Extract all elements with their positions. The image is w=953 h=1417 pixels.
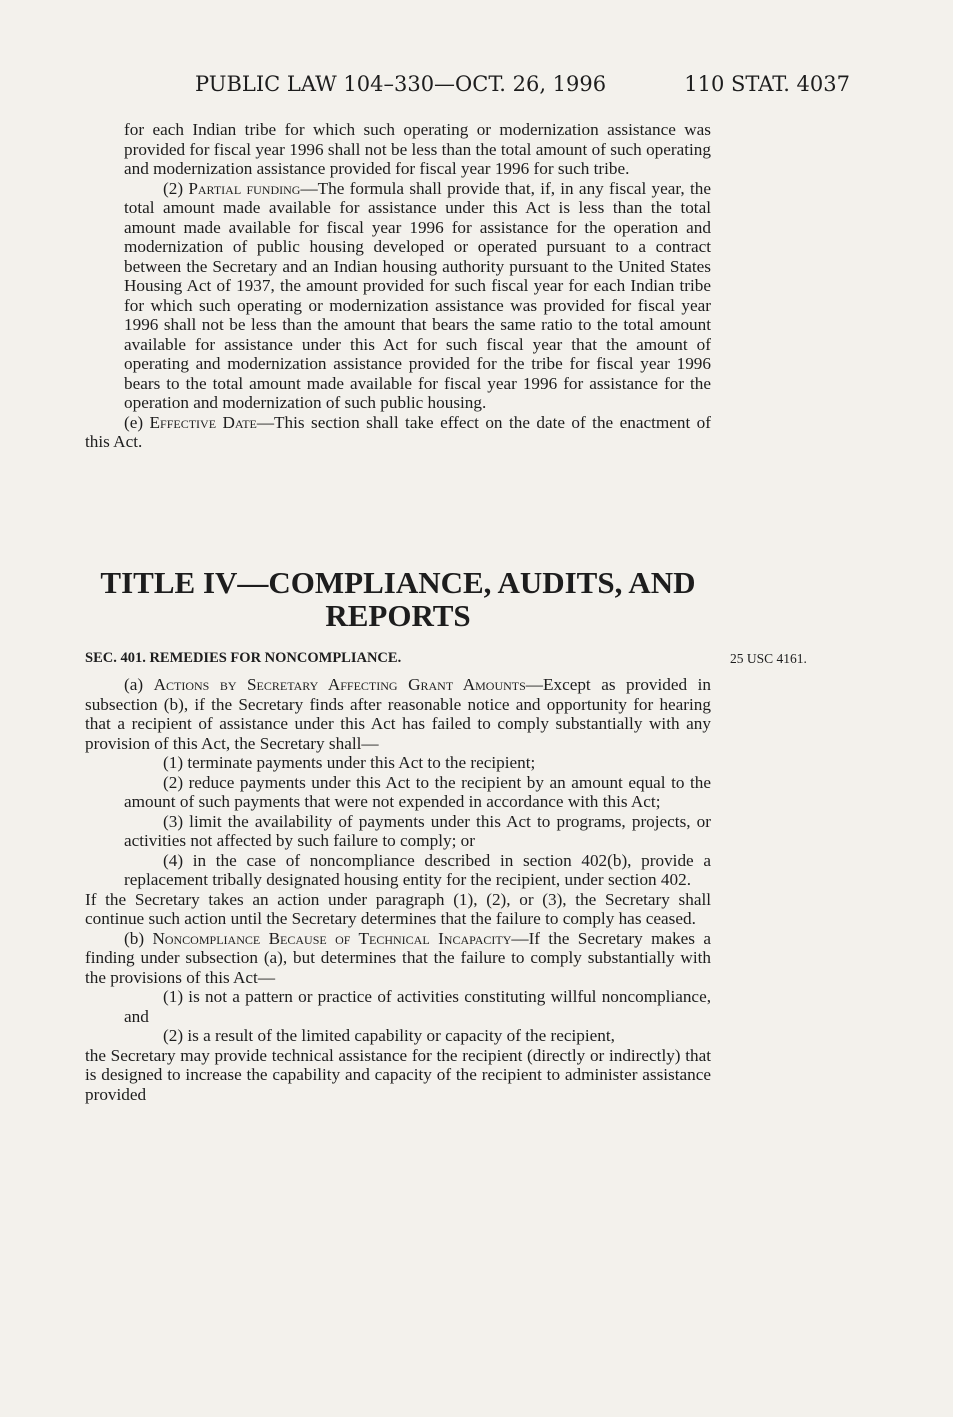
partial-funding-number: (2) [163,178,184,198]
subsection-b [85,929,711,988]
header-stat-page: 110 STAT. 4037 [684,72,850,96]
partial-funding-paragraph [85,179,711,413]
paragraph-a2: (2) reduce payments under this Act to the recipient by an amount equal to the amount of such payments that were not expended in accordance with this Act; [124,772,711,811]
paragraph-a3: (3) limit the availability of payments under this Act to programs, projects, or activities not affected by such failure to comply; or [124,811,711,850]
section-body-text [85,675,711,1104]
effective-date-letter: (e) [124,412,144,432]
subsection-a-text: —Except as provided in subsection (b), if the Secretary finds after reasonable notice and opportunity for hearing that a recipient of assistance under this Act has failed to comply substantially with any provision of this Act, the Secretary shall— [85,675,711,753]
effective-date-heading: Effective Date [149,412,257,432]
upper-body-text [85,120,711,452]
running-head [195,72,850,102]
subsection-a-heading: Actions by Secretary Affecting Grant Amounts [153,675,526,694]
continuation-paragraph: for each Indian tribe for which such operating or modernization assistance was provided for fiscal year 1996 shall not be less than the total amount of such operating and modernization assistance provided for fiscal year 1996 for such tribe. [124,120,711,178]
paragraph-a4: (4) in the case of noncompliance described in section 402(b), provide a replacement tribally designated housing entity for the recipient, under section 402. [124,850,711,889]
partial-funding-heading: Partial funding [188,178,301,198]
paragraph-a1: (1) terminate payments under this Act to the recipient; [163,753,536,772]
paragraph-b2: (2) is a result of the limited capability or capacity of the recipient, [163,1026,615,1045]
effective-date-text: —This section shall take effect on the date of the enactment of this Act. [85,412,711,451]
subsection-a-letter: (a) [124,675,144,694]
title-line-2: REPORTS [325,598,471,633]
subsection-a-tail: If the Secretary takes an action under paragraph (1), (2), or (3), the Secretary shall continue such action until the Secretary determines that the failure to comply has ceased. [85,889,711,928]
title-heading [85,566,711,632]
paragraph-b1: (1) is not a pattern or practice of activities constituting willful noncompliance, and [124,987,711,1026]
section-heading: SEC. 401. REMEDIES FOR NONCOMPLIANCE. [85,650,402,666]
header-law-citation: PUBLIC LAW 104–330—OCT. 26, 1996 [195,72,607,96]
subsection-b-tail: the Secretary may provide technical assistance for the recipient (directly or indirectly) that is designed to increase the capability and capacity of the recipient to administer assistance provided [85,1045,711,1104]
subsection-b-heading: Noncompliance Because of Technical Incapacity [152,928,512,948]
margin-citation: 25 USC 4161. [730,651,807,666]
title-line-1: TITLE IV—COMPLIANCE, AUDITS, AND [100,565,696,600]
subsection-b-letter: (b) [124,928,145,948]
partial-funding-text: —The formula shall provide that, if, in any fiscal year, the total amount made available for assistance under this Act is less than the total amount made available for fiscal year 1996 for assistance for the operation and modernization of public housing developed or operated pursuant to a contract between the Secretary and an Indian housing authority pursuant to the United States Housing Act of 1937, the amount provided for such fiscal year for each Indian tribe for which such operating or modernization assistance was provided for fiscal year 1996 shall not be less than the amount that bears the same ratio to the total amount available for assistance under this Act for such fiscal year that the amount of operating and modernization assistance provided for the tribe for fiscal year 1996 bears to the total amount made available for fiscal year 1996 for assistance for the operation and modernization of such public housing. [124,178,711,412]
effective-date-paragraph [85,413,711,452]
subsection-a [85,675,711,753]
subsection-b-text: —If the Secretary makes a finding under subsection (a), but determines that the failure to comply substantially with the provisions of this Act— [85,928,711,987]
